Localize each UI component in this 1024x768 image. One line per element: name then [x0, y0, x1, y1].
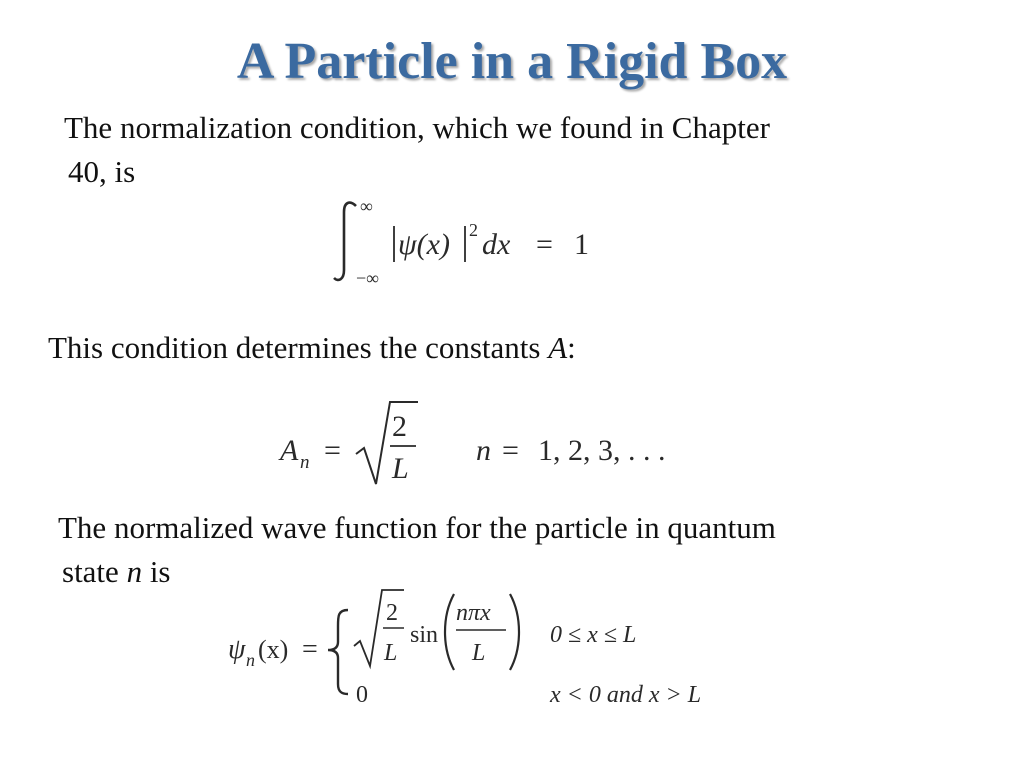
normalization-text-line2: 40, is [68, 154, 136, 189]
amplitude-equation [276, 398, 696, 494]
lower-limit: −∞ [356, 268, 379, 288]
n-label: n [476, 434, 491, 467]
amplitude-equals: = [324, 434, 341, 467]
upper-limit: ∞ [360, 196, 373, 216]
amplitude-lhs-sub: n [300, 452, 310, 473]
psi-lhs-sub: n [246, 650, 255, 670]
constants-text-colon: : [567, 330, 576, 365]
rhs-value: 1 [574, 228, 589, 261]
case2-value: 0 [356, 682, 368, 708]
n-values: 1, 2, 3, . . . [538, 434, 666, 467]
wf-root-numerator: 2 [386, 600, 398, 626]
radical-sign [356, 402, 418, 484]
psi-lhs: ψ [228, 634, 246, 665]
left-brace [328, 610, 348, 694]
sin-arg-denominator: L [472, 640, 486, 666]
psi-equals: = [302, 634, 318, 665]
quantum-number-n: n [126, 554, 143, 589]
wavefunction-text-state: state [62, 554, 127, 589]
differential: dx [482, 228, 511, 261]
left-paren [445, 594, 454, 670]
power: 2 [469, 220, 478, 240]
constants-text [48, 326, 576, 370]
case2-condition: x < 0 and x > L [550, 682, 702, 708]
slide-title: A Particle in a Rigid Box [236, 33, 788, 90]
sin-function: sin [410, 622, 439, 648]
wavefunction-text-line1: The normalized wave function for the particle in quantum [58, 510, 776, 545]
normalization-text [64, 106, 770, 194]
constants-text-main: This condition determines the constants [48, 330, 549, 365]
integral-sign [334, 203, 356, 280]
n-equals: = [502, 434, 519, 467]
normalization-text-line1: The normalization condition, which we found in Chapter [64, 110, 770, 145]
integrand: ψ(x) [398, 228, 450, 261]
wavefunction-equation-svg [224, 586, 764, 714]
wavefunction-text [58, 506, 776, 594]
normalization-equation-svg [330, 192, 610, 292]
radical-denominator: L [392, 452, 409, 485]
case1-condition: 0 ≤ x ≤ L [550, 622, 637, 648]
amplitude-equation-svg [276, 398, 696, 494]
wf-root-denominator: L [384, 640, 398, 666]
psi-lhs-arg: (x) [258, 635, 289, 664]
constant-a: A [548, 330, 568, 365]
equals-sign: = [536, 228, 553, 261]
radical-numerator: 2 [392, 410, 407, 443]
right-paren [510, 594, 519, 670]
wavefunction-equation [224, 586, 764, 714]
sin-arg-numerator: nπx [456, 600, 491, 626]
amplitude-lhs: A [280, 434, 299, 467]
wavefunction-text-is: is [142, 554, 171, 589]
normalization-equation [330, 192, 610, 292]
